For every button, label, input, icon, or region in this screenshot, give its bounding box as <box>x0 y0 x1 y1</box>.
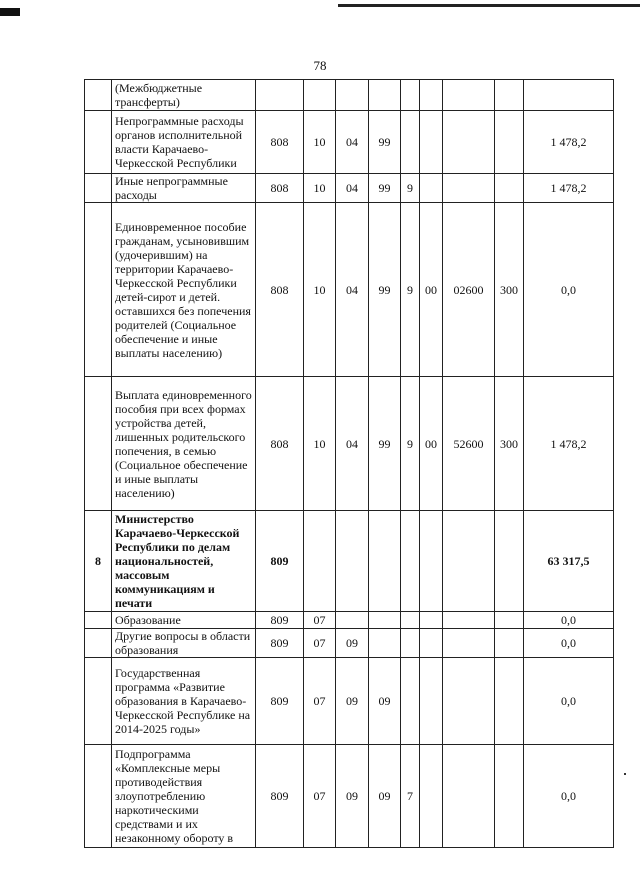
table-row <box>85 658 614 745</box>
cell-num <box>85 377 112 511</box>
budget-table <box>84 79 614 848</box>
cell-c6 <box>420 745 443 848</box>
cell-c8: 300 <box>495 203 524 377</box>
cell-c4: 99 <box>369 174 401 203</box>
table-row <box>85 745 614 848</box>
cell-sum <box>524 80 614 111</box>
cell-c1: 809 <box>256 745 304 848</box>
table-row <box>85 629 614 658</box>
page-number: 78 <box>313 58 327 73</box>
cell-c2: 10 <box>304 203 336 377</box>
cell-c5 <box>401 80 420 111</box>
cell-c6 <box>420 511 443 612</box>
cell-num <box>85 612 112 629</box>
cell-c6: 00 <box>420 203 443 377</box>
cell-sum: 0,0 <box>524 629 614 658</box>
cell-c5: 9 <box>401 174 420 203</box>
cell-c8 <box>495 174 524 203</box>
cell-c2: 07 <box>304 658 336 745</box>
cell-c8 <box>495 612 524 629</box>
table-row <box>85 111 614 174</box>
cell-c6 <box>420 658 443 745</box>
cell-c7: 02600 <box>443 203 495 377</box>
cell-c3: 04 <box>336 377 369 511</box>
cell-c4: 09 <box>369 745 401 848</box>
cell-c6: 00 <box>420 377 443 511</box>
cell-num: 8 <box>85 511 112 612</box>
cell-c7 <box>443 629 495 658</box>
cell-c1: 808 <box>256 111 304 174</box>
cell-c1: 808 <box>256 203 304 377</box>
cell-c8 <box>495 745 524 848</box>
cell-desc: Выплата единовременного пособия при всех формах устройства детей, лишенных родительского попечения, в семью (Социальное обеспечение и иные выплаты населению) <box>112 377 256 511</box>
cell-c8 <box>495 629 524 658</box>
cell-num <box>85 629 112 658</box>
cell-sum: 0,0 <box>524 612 614 629</box>
cell-c7: 52600 <box>443 377 495 511</box>
cell-c3: 04 <box>336 174 369 203</box>
cell-c8: 300 <box>495 377 524 511</box>
cell-c1: 808 <box>256 174 304 203</box>
cell-c1: 809 <box>256 629 304 658</box>
cell-c5 <box>401 658 420 745</box>
cell-c7 <box>443 745 495 848</box>
cell-c1: 809 <box>256 612 304 629</box>
cell-c2: 10 <box>304 377 336 511</box>
cell-c5 <box>401 111 420 174</box>
cell-num <box>85 80 112 111</box>
cell-c1 <box>256 80 304 111</box>
cell-c7 <box>443 612 495 629</box>
cell-c4: 99 <box>369 203 401 377</box>
cell-c6 <box>420 111 443 174</box>
cell-desc: (Межбюджетные трансферты) <box>112 80 256 111</box>
cell-c2 <box>304 511 336 612</box>
scan-mark <box>0 8 20 16</box>
top-rule <box>338 4 640 7</box>
cell-c4 <box>369 629 401 658</box>
cell-c3: 04 <box>336 203 369 377</box>
cell-c7 <box>443 174 495 203</box>
cell-c5: 9 <box>401 377 420 511</box>
cell-desc: Иные непрограммные расходы <box>112 174 256 203</box>
table-row <box>85 174 614 203</box>
cell-c3: 09 <box>336 745 369 848</box>
cell-num <box>85 111 112 174</box>
cell-sum: 1 478,2 <box>524 377 614 511</box>
cell-c6 <box>420 612 443 629</box>
cell-c2: 10 <box>304 174 336 203</box>
cell-num <box>85 658 112 745</box>
cell-c6 <box>420 629 443 658</box>
cell-c4: 99 <box>369 377 401 511</box>
cell-c2: 07 <box>304 612 336 629</box>
cell-desc: Непрограммные расходы органов исполнительной власти Карачаево-Черкесской Республики <box>112 111 256 174</box>
table-row <box>85 377 614 511</box>
cell-c8 <box>495 80 524 111</box>
cell-desc: Государственная программа «Развитие образования в Карачаево-Черкесской Республике на 2014-2025 годы» <box>112 658 256 745</box>
cell-sum: 1 478,2 <box>524 174 614 203</box>
table-row <box>85 511 614 612</box>
cell-c4: 99 <box>369 111 401 174</box>
cell-c8 <box>495 658 524 745</box>
cell-c7 <box>443 658 495 745</box>
table-row <box>85 203 614 377</box>
cell-sum: 0,0 <box>524 203 614 377</box>
cell-c7 <box>443 80 495 111</box>
cell-c4: 09 <box>369 658 401 745</box>
cell-c3 <box>336 511 369 612</box>
cell-c1: 809 <box>256 658 304 745</box>
cell-c4 <box>369 612 401 629</box>
cell-c2: 07 <box>304 745 336 848</box>
cell-c2 <box>304 80 336 111</box>
cell-sum: 0,0 <box>524 658 614 745</box>
cell-sum: 1 478,2 <box>524 111 614 174</box>
table-row <box>85 612 614 629</box>
cell-c7 <box>443 511 495 612</box>
cell-c3: 09 <box>336 629 369 658</box>
cell-desc: Министерство Карачаево-Черкесской Республики по делам национальностей, массовым коммуникациям и печати <box>112 511 256 612</box>
cell-sum: 63 317,5 <box>524 511 614 612</box>
cell-c5: 9 <box>401 203 420 377</box>
cell-c6 <box>420 174 443 203</box>
cell-desc: Образование <box>112 612 256 629</box>
table-row <box>85 80 614 111</box>
cell-c2: 10 <box>304 111 336 174</box>
cell-c4 <box>369 511 401 612</box>
cell-c3: 04 <box>336 111 369 174</box>
cell-c7 <box>443 111 495 174</box>
cell-num <box>85 745 112 848</box>
cell-c1: 808 <box>256 377 304 511</box>
cell-c1: 809 <box>256 511 304 612</box>
cell-c8 <box>495 511 524 612</box>
cell-sum: 0,0 <box>524 745 614 848</box>
cell-c3 <box>336 80 369 111</box>
cell-c5 <box>401 511 420 612</box>
cell-c6 <box>420 80 443 111</box>
cell-num <box>85 203 112 377</box>
cell-c2: 07 <box>304 629 336 658</box>
cell-desc: Другие вопросы в области образования <box>112 629 256 658</box>
cell-desc: Единовременное пособие гражданам, усыновившим (удочерившим) на территории Карачаево-Черкесской Республики детей-сирот и детей. оставшихся без попечения родителей (Социальное обеспечение и иные выплаты населению) <box>112 203 256 377</box>
cell-desc: Подпрограмма «Комплексные меры противодействия злоупотреблению наркотическими средствами и их незаконному обороту в <box>112 745 256 848</box>
cell-c3 <box>336 612 369 629</box>
cell-c5 <box>401 629 420 658</box>
cell-num <box>85 174 112 203</box>
cell-c8 <box>495 111 524 174</box>
cell-c5: 7 <box>401 745 420 848</box>
scan-speck <box>624 773 626 775</box>
cell-c5 <box>401 612 420 629</box>
cell-c3: 09 <box>336 658 369 745</box>
cell-c4 <box>369 80 401 111</box>
